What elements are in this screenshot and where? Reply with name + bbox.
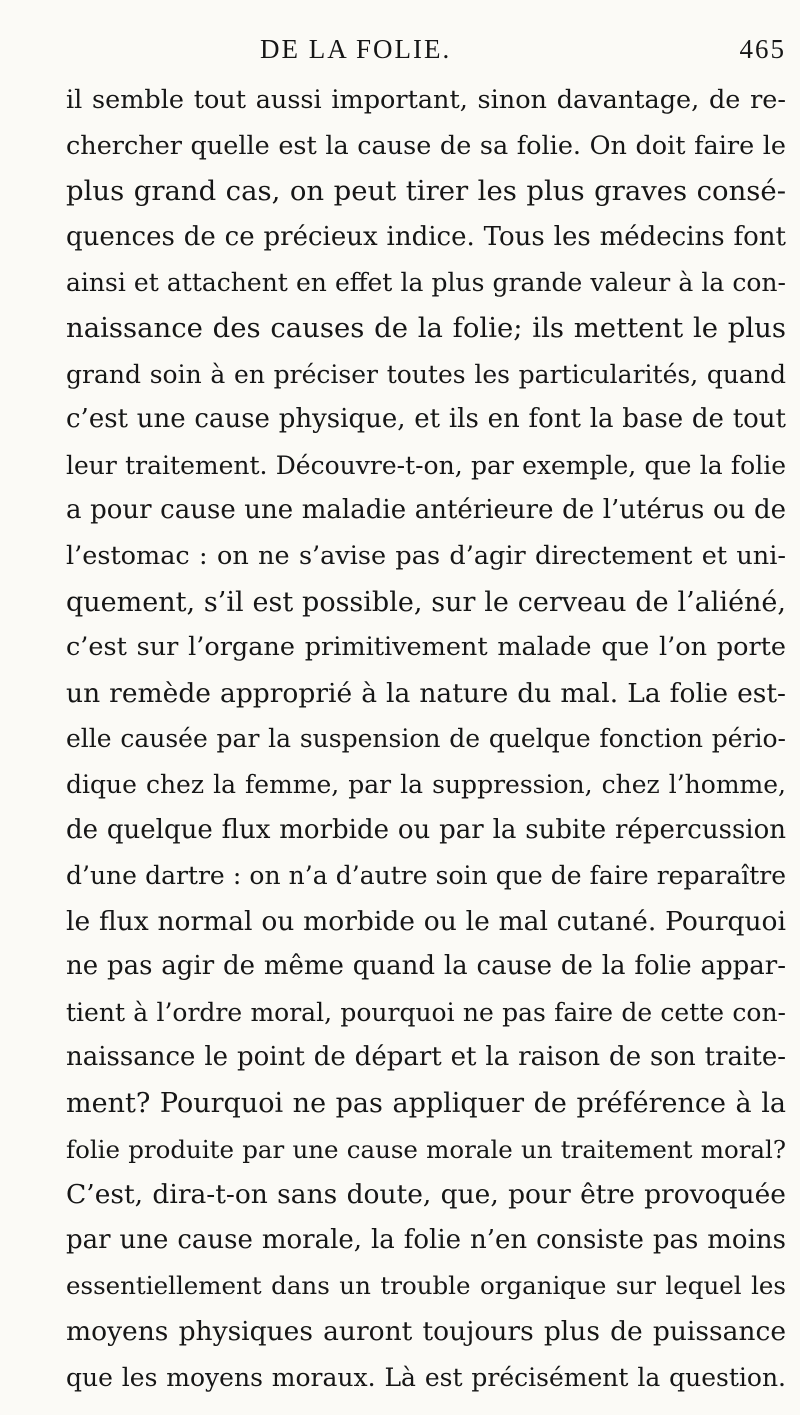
text-line: naissance des causes de la folie; ils mettent le plus — [66, 311, 786, 344]
text-line: quences de ce précieux indice. Tous les médecins font — [66, 221, 786, 252]
text-line: il semble tout aussi important, sinon davantage, de re- — [66, 85, 786, 115]
text-line: plus grand cas, on peut tirer les plus graves consé- — [66, 175, 786, 208]
text-line: par une cause morale, la folie n’en consiste pas moins — [66, 1224, 786, 1255]
text-line: ainsi et attachent en effet la plus grande valeur à la con- — [66, 268, 786, 298]
page-number: 465 — [739, 34, 786, 64]
text-line: grand soin à en préciser toutes les particularités, quand — [66, 359, 786, 389]
text-line: c’est une cause physique, et ils en font la base de tout — [66, 404, 786, 435]
text-line: c’est sur l’organe primitivement malade que l’on porte — [66, 632, 786, 663]
running-title: DE LA FOLIE. — [260, 34, 452, 64]
text-line: quement, s’il est possible, sur le cerveau de l’aliéné, — [66, 586, 786, 618]
text-line: d’une dartre : on n’a d’autre soin que de faire reparaître — [66, 861, 786, 891]
text-line: de quelque flux morbide ou par la subite répercussion — [66, 814, 786, 845]
text-line: essentiellement dans un trouble organique sur lequel les — [66, 1271, 786, 1301]
text-line: dique chez la femme, par la suppression, chez l’homme, — [66, 769, 786, 799]
text-line: que les moyens moraux. Là est précisément la question. — [66, 1362, 786, 1392]
text-line: moyens physiques auront toujours plus de puissance — [66, 1316, 786, 1348]
text-line: a pour cause une maladie antérieure de l’utérus ou de — [66, 495, 786, 526]
text-line: tient à l’ordre moral, pourquoi ne pas faire de cette con- — [66, 997, 786, 1027]
text-line: folie produite par une cause morale un traitement moral? — [66, 1134, 786, 1164]
body-text — [66, 78, 786, 1400]
text-line: ne pas agir de même quand la cause de la folie appar- — [66, 951, 786, 982]
text-line: ment? Pourquoi ne pas appliquer de préférence à la — [66, 1088, 786, 1120]
running-head — [66, 34, 786, 70]
text-line: l’estomac : on ne s’avise pas d’agir directement et uni- — [66, 540, 786, 571]
text-line: C’est, dira-t-on sans doute, que, pour être provoquée — [66, 1179, 786, 1211]
text-line: un remède approprié à la nature du mal. La folie est- — [66, 677, 786, 709]
text-line: le flux normal ou morbide ou le mal cutané. Pourquoi — [66, 905, 786, 937]
text-line: chercher quelle est la cause de sa folie. On doit faire le — [66, 130, 786, 161]
text-line: leur traitement. Découvre-t-on, par exemple, que la folie — [66, 450, 786, 480]
text-line: naissance le point de départ et la raison de son traite- — [66, 1042, 786, 1073]
text-line: elle causée par la suspension de quelque fonction pério- — [66, 724, 786, 754]
